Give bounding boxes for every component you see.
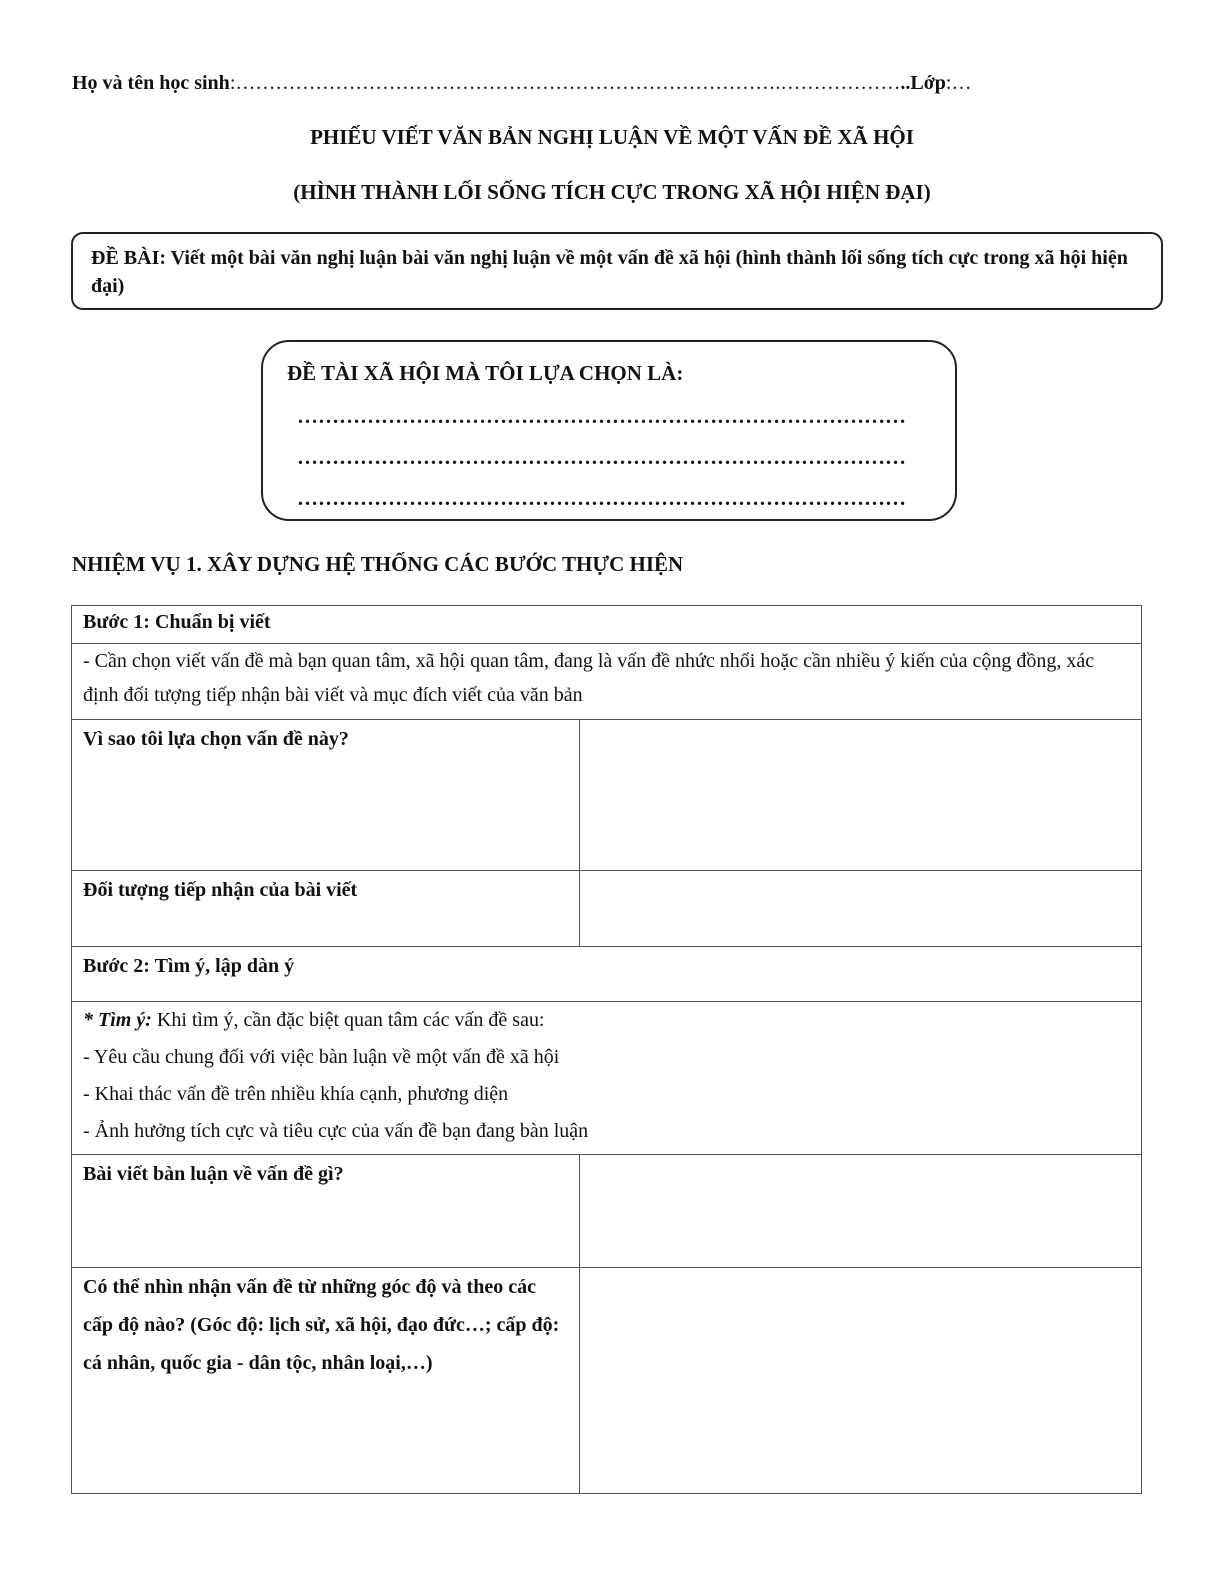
worksheet-title: PHIẾU VIẾT VĂN BẢN NGHỊ LUẬN VỀ MỘT VẤN ĐỀ XÃ HỘI [310,125,914,149]
answer-audience-cell[interactable] [580,871,1142,947]
topic-answer-line-1[interactable]: …………………………………………………………………………… [297,404,906,428]
student-info-line [72,72,1112,95]
tim-y-item-1: - Yêu cầu chung đối với việc bàn luận về một vấn đề xã hội [83,1046,560,1068]
student-name-field[interactable]: :……………………………………………………………………….……………… [229,72,901,94]
tim-y-section [72,1002,1142,1155]
assignment-box [71,232,1163,310]
tim-y-intro-line [83,1002,1130,1039]
tim-y-item-3: - Ảnh hưởng tích cực và tiêu cực của vấn đề bạn đang bàn luận [83,1120,589,1142]
step1-description: - Cần chọn viết vấn đề mà bạn quan tâm, xã hội quan tâm, đang là vấn đề nhức nhối hoặc cần nhiều ý kiến của cộng đồng, xác định đối tượng tiếp nhận bài viết và mục đích viết của văn bản [72,644,1142,720]
worksheet-subtitle: (HÌNH THÀNH LỐI SỐNG TÍCH CỰC TRONG XÃ HỘI HIỆN ĐẠI) [293,180,931,204]
assignment-text: : Viết một bài văn nghị luận bài văn nghị luận về một vấn đề xã hội (hình thành lối sống tích cực trong xã hội hiện đại) [91,247,1128,297]
question-angles-label: Có thể nhìn nhận vấn đề từ những góc độ và theo các cấp độ nào? (Góc độ: lịch sử, xã hội, đạo đức…; cấp độ: cá nhân, quốc gia - dân tộc, nhân loại,…) [72,1268,580,1494]
task1-table [71,605,1142,1494]
topic-choice-box [261,340,957,521]
topic-answer-line-3[interactable]: …………………………………………………………………………… [297,486,906,510]
student-name-label: Họ và tên học sinh [72,72,230,94]
task1-heading: NHIỆM VỤ 1. XÂY DỰNG HỆ THỐNG CÁC BƯỚC THỰC HIỆN [72,552,684,576]
class-label: ..Lớp [900,72,946,94]
class-field[interactable]: :… [945,72,972,94]
answer-why-cell[interactable] [580,720,1142,871]
topic-answer-line-2[interactable]: …………………………………………………………………………… [297,445,906,469]
tim-y-item-2: - Khai thác vấn đề trên nhiều khía cạnh, phương diện [83,1083,509,1105]
answer-issue-cell[interactable] [580,1155,1142,1268]
tim-y-label: * Tìm ý: [83,1009,152,1031]
topic-heading: ĐỀ TÀI XÃ HỘI MÀ TÔI LỰA CHỌN LÀ: [287,361,684,385]
step1-title: Bước 1: Chuẩn bị viết [72,606,1142,644]
question-issue-label: Bài viết bàn luận về vấn đề gì? [72,1155,580,1268]
assignment-label: ĐỀ BÀI [91,247,160,269]
answer-angles-cell[interactable] [580,1268,1142,1494]
question-why-label: Vì sao tôi lựa chọn vấn đề này? [72,720,580,871]
tim-y-intro: Khi tìm ý, cần đặc biệt quan tâm các vấn đề sau: [151,1009,545,1031]
question-audience-label: Đối tượng tiếp nhận của bài viết [72,871,580,947]
step2-title: Bước 2: Tìm ý, lập dàn ý [72,947,1142,1002]
